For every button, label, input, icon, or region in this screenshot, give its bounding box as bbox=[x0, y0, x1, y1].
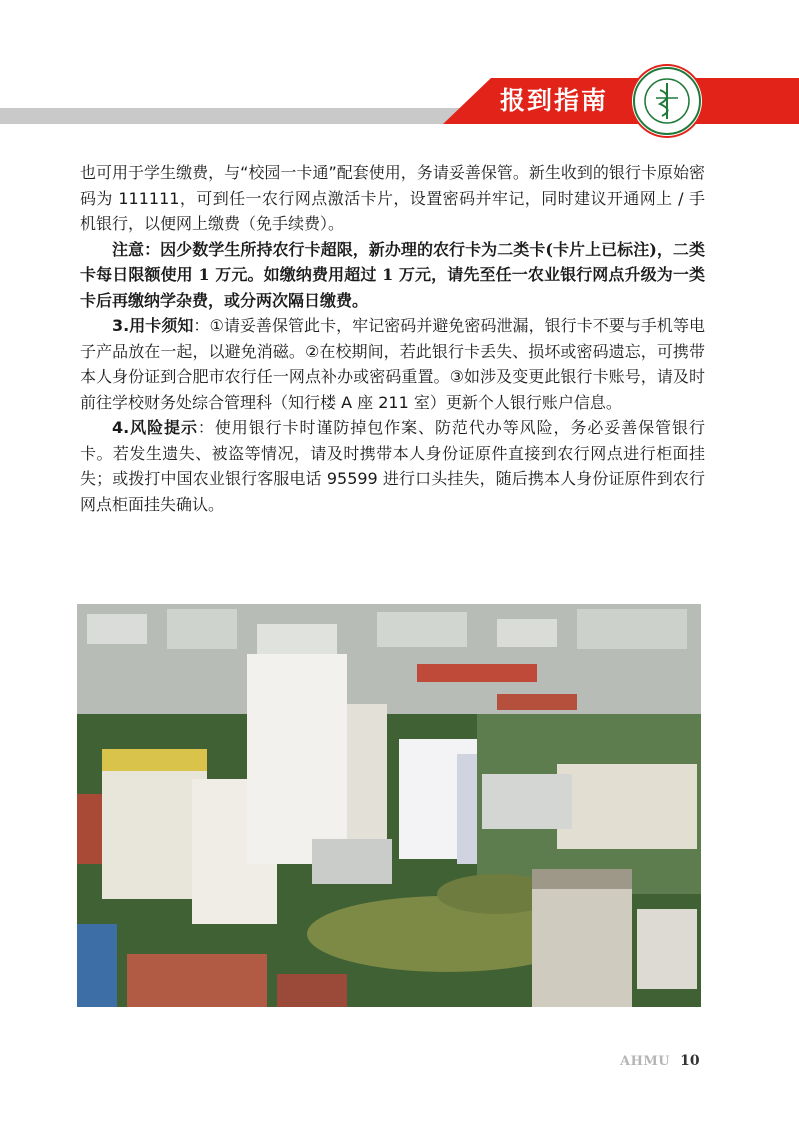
paragraph-card-rules bbox=[80, 313, 705, 415]
paragraph-risk bbox=[80, 415, 705, 517]
paragraph-card-usage: 也可用于学生缴费，与“校园一卡通”配套使用，务请妥善保管。新生收到的银行卡原始密码为 111111，可到任一农行网点激活卡片，设置密码并牢记，同时建议开通网上 / 手机银行，以便网上缴费（免手续费）。 bbox=[80, 163, 705, 233]
page-title: 报到指南 bbox=[500, 86, 609, 115]
university-logo-icon bbox=[632, 66, 702, 136]
footer-brand: AHMU bbox=[620, 1054, 671, 1069]
risk-text: ：使用银行卡时谨防掉包作案、防范代办等风险，务必妥善保管银行卡。若发生遗失、被盗等情况，请及时携带本人身份证原件直接到农行网点进行柜面挂失；或拨打中国农业银行客服电话 95599 进行口头挂失，随后携本人身份证原件到农行网点柜面挂失确认。 bbox=[80, 418, 705, 514]
card-rules-text: ：①请妥善保管此卡，牢记密码并避免密码泄漏，银行卡不要与手机等电子产品放在一起，以避免消磁。②在校期间，若此银行卡丢失、损坏或密码遗忘，可携带本人身份证到合肥市农行任一网点补办或密码重置。③如涉及变更此银行卡账号，请及时前往学校财务处综合管理科（知行楼 A 座 211 室）更新个人银行账户信息。 bbox=[80, 316, 705, 412]
header-gray-strip bbox=[0, 108, 480, 124]
header-banner bbox=[0, 78, 799, 134]
campus-aerial-photo bbox=[77, 604, 701, 1007]
main-text bbox=[80, 160, 705, 517]
card-rules-label: 3.用卡须知 bbox=[112, 316, 194, 335]
risk-label: 4.风险提示 bbox=[112, 418, 198, 437]
page-footer bbox=[620, 1053, 720, 1073]
paragraph-notice: 注意：因少数学生所持农行卡超限，新办理的农行卡为二类卡(卡片上已标注)，二类卡每日限额使用 1 万元。如缴纳费用超过 1 万元，请先至任一农业银行网点升级为一类卡后再缴纳学杂费，或分两次隔日缴费。 bbox=[80, 239, 705, 310]
page-number: 10 bbox=[680, 1053, 700, 1069]
